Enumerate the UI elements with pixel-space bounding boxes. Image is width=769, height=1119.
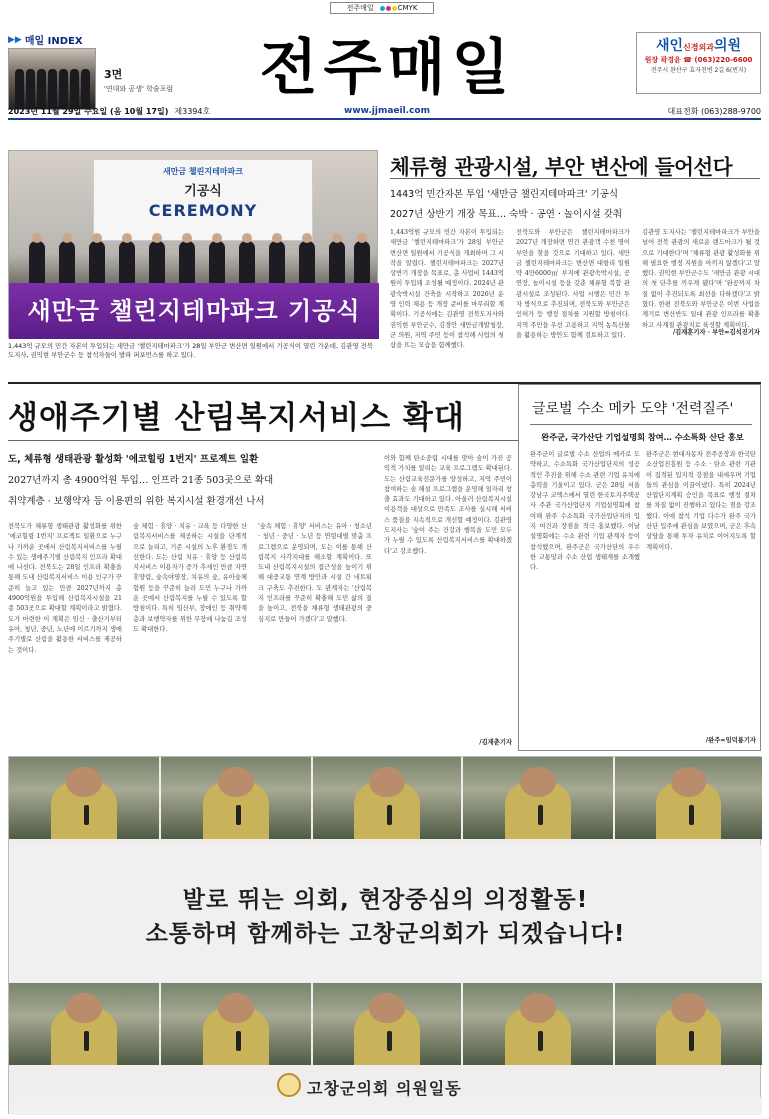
ad-footer xyxy=(9,1097,762,1115)
ceremony-backdrop xyxy=(93,159,313,241)
print-mark-label: 전주매일 xyxy=(346,4,374,12)
article1-column-3: 김관영 도지사는 '챌린지테마파크가 부안을 넘어 전북 관광의 새로운 랜드마크가 될 것으로 기대한다'며 '체류형 관광 활성화를 위해 필요한 행정 지원을 아끼지 않겠다'고 말했다. 권익현 부안군수도 '새만금 관광 시대의 첫 단추를 끼우게 됐다'며 '완공까지 차질 없이 추진되도록 최선을 다하겠다'고 밝혔다. 한편 전북도와 부안군은 이번 사업을 계기로 변산반도 일대 관광 인프라를 확충하고 사계절 관광지로 육성할 계획이다. xyxy=(642,229,760,329)
ad-address: 전주시 완산구 효자천변 2길 6(번지) xyxy=(650,67,747,74)
index-page-number: 3면 xyxy=(104,68,123,81)
ceremony-photo xyxy=(8,150,378,338)
article3-headline[interactable]: 글로벌 수소 메카 도약 '전력질주' xyxy=(532,401,734,417)
ad-photo xyxy=(161,757,311,839)
article1-column-1: 1,443억원 규모의 민간 자본이 투입되는 새만금 '챌린지테마파크'가 28일 부안군 변산면 일원에서 기공식을 개최하며 그 시작을 알렸다. 챌린지테마파크는 2027년 상반기 개장을 목표로, 총 사업비 1443억원이 투입돼 조성될 예정이다. 2024년 관광숙박시설 건축을 시작하고 2026년 운영 인력 채용 등 개장 준비를 마무리할 계획이다. 기공식에는 김관영 전북도지사와 권익현 부안군수, 김경안 새만금개발청장, 군 의원, 지역 주민 등이 참석해 사업의 첫 삽을 뜨는 모습을 함께했다. xyxy=(390,229,504,350)
council-seal-icon xyxy=(277,1073,301,1097)
ad-name-b: 신경외과 xyxy=(683,43,714,52)
print-registration-mark xyxy=(330,2,434,14)
article2-column-3: '숲속 체험 · 휴양' 서비스는 유아 · 청소년 · 청년 · 중년 · 노년 등 연령대별 맞춤 프로그램으로 운영되며, 도는 이를 통해 산림복지 사각지대를 해소할 계획이다. 또 도내 산림복지시설의 접근성을 높이기 위해 대중교통 연계 방안과 시설 간 네트워크 구축도 추진한다. 도 관계자는 '산림복지 인프라를 꾸준히 확충해 도민 삶의 질을 높이고, 전북을 체류형 생태관광의 중심지로 만들어 가겠다'고 말했다. xyxy=(258,523,372,623)
phone-number: 대표전화 (063)288-9700 xyxy=(667,106,761,116)
ceremony-attendees xyxy=(19,237,369,283)
ad-name-c: 의원 xyxy=(713,38,742,54)
cmyk-mark xyxy=(380,4,418,12)
ad-photo xyxy=(9,983,159,1065)
cmyk-label: CMYK xyxy=(397,4,418,12)
ad-slogan-line-2: 소통하며 함께하는 고창군의회가 되겠습니다! xyxy=(145,921,626,947)
issue-date: 2023년 11월 29일 수요일 (음 10월 17일) xyxy=(8,106,169,116)
top-advertisement xyxy=(636,32,761,94)
ad-name-a: 새인 xyxy=(655,38,684,54)
ad-photo xyxy=(615,757,762,839)
photo-caption: 1,443억 규모의 민간 자본이 투입되는 새만금 '챌린지테마파크'가 28일 부안군 변산면 일원에서 기공식이 열린 가운데, 김관영 전북도지사, 권익현 부안군수 등 참석자들이 발파 퍼포먼스를 하고 있다. xyxy=(8,342,373,359)
ceremony-banner: 새만금 챌린지테마파크 기공식 xyxy=(9,283,379,339)
article3-column-2: 완주군은 현대자동차 전주공장과 한국탄소산업진흥원 등 수소 · 탄소 관련 기관이 집적된 입지적 강점을 내세우며 기업들의 관심을 이끌어냈다. 특히 2024년 산업단지계획 승인을 목표로 행정 절차를 차질 없이 진행하고 있다는 점을 강조했다. 이에 참석 기업 다수가 완주 국가산단 입주에 관심을 보였으며, 군은 후속 상담을 통해 투자 유치로 이어지도록 할 계획이다. xyxy=(646,451,756,551)
divider xyxy=(530,424,752,425)
index-label-text: 매일 INDEX xyxy=(24,36,83,47)
index-label xyxy=(8,32,248,47)
ad-photo xyxy=(313,757,461,839)
article3-subheadline: 완주군, 국가산단 기업설명회 참여… 수소특화 산단 홍보 xyxy=(541,432,744,442)
backdrop-title-kr: 기공식 xyxy=(184,184,222,199)
article2-column-2: 숲 체험 · 휴양 · 치유 · 교육 등 다양한 산림복지서비스를 제공하는 시설을 단계적으로 늘리고, 기존 시설의 노후 환경도 개선한다. 도는 산림 치유 · 휴양 등 산림복지서비스 이용자가 증가 추세인 만큼 자연휴양림, 숲속야영장, 치유의 숲, 유아숲체험원 등을 꾸준히 늘려 도민 누구나 가까운 곳에서 산림복지를 누릴 수 있도록 할 방침이다. 특히 임산부, 장애인 등 취약계층과 보행약자를 위한 무장애 나눔길 조성도 확대한다. xyxy=(133,523,247,633)
issue-number: 제3394호 xyxy=(174,106,211,116)
index-photo xyxy=(8,48,96,110)
ad-photo xyxy=(463,983,613,1065)
article1-headline[interactable]: 체류형 관광시설, 부안 변산에 들어선다 xyxy=(390,155,733,179)
ad-organization: 고창군의회 의원일동 xyxy=(307,1079,462,1098)
article2-column-4: 이와 함께 탄소중립 시대를 맞아 숲이 가진 공익적 가치를 알리는 교육 프로그램도 확대된다. 도는 산림교육전문가를 양성하고, 지역 주민이 참여하는 숲 해설 프로그램을 운영해 일자리 창출 효과도 기대하고 있다. 아울러 산림복지시설 이용객을 대상으로 만족도 조사를 실시해 서비스 품질을 지속적으로 개선할 예정이다. 김관영 도지사는 '숲이 주는 건강과 행복을 도민 모두가 누릴 수 있도록 산림복지서비스를 확대하겠다'고 강조했다. xyxy=(384,455,512,555)
divider xyxy=(390,178,760,179)
double-arrow-icon: ▶▶ xyxy=(8,34,22,45)
article1-subheadline-a: 1443억 민간자본 투입 '새만금 챌린지테마파크' 기공식 xyxy=(390,189,619,200)
divider xyxy=(8,440,518,441)
backdrop-logo: 새만금 챌린지테마파크 xyxy=(162,167,244,176)
newspaper-logo: 전주매일 xyxy=(259,33,516,103)
ad-clinic-name xyxy=(637,35,760,55)
article3-column-1: 완주군이 글로벌 수소 산업의 메카로 도약하고, 수소특화 국가산업단지의 성공적인 추진을 위해 수소 관련 기업 유치에 총력을 기울이고 있다. 군은 28일 서울 강남구 코엑스에서 열린 한국토지주택공사 주관 국가산업단지 기업설명회에 참여해 완주 수소특화 국가산업단지의 입지 여건과 장점을 적극 홍보했다. 이날 설명회에는 수소 관련 기업 관계자 등이 참석했으며, 완주군은 국가산단의 우수한 교통망과 수소 산업 생태계를 소개했다. xyxy=(530,451,640,572)
article2-subheadline-c: 취약계층 · 보행약자 등 이용편의 위한 복지시설 환경개선 나서 xyxy=(8,496,265,507)
ad-photo xyxy=(463,757,613,839)
article1-subheadline-b: 2027년 상반기 개장 목표… 숙박 · 공연 · 놀이시설 갖춰 xyxy=(390,209,623,220)
backdrop-title-en: CEREMONY xyxy=(148,201,258,220)
council-advertisement xyxy=(8,756,761,1114)
article2-byline: /김재춘기자 xyxy=(479,739,512,746)
article2-column-1: 전북도가 체류형 생태관광 활성화를 위한 '에코힐링 1번지' 프로젝트 일환으로 누구나 가까운 곳에서 산림복지서비스를 누릴 수 있는 생애주기별 산림복지 인프라 확대에 나선다. 전북도는 28일 인프라 확충을 통해 도내 산림복지서비스 이용 인구가 꾸준히 늘고 있는 만큼 2027년까지 총 4900억원을 투입해 산림복지시설을 21종 503곳으로 확대할 계획이라고 밝혔다. 도가 마련한 이 계획은 임신 · 출산기부터 유아, 청년, 중년, 노년에 이르기까지 생애주기별로 산림을 활용한 서비스를 제공하는 것이다. xyxy=(8,523,122,654)
article1-column-2: 전북도와 부안군은 챌린지테마파크가 2027년 개장하면 연간 관광객 수천 명이 부안을 찾을 것으로 기대하고 있다. 새만금 챌린지테마파크는 변산면 대항리 일원 약 4만6000㎡ 부지에 관광숙박시설, 공연장, 놀이시설 등을 갖춘 체류형 복합 관광시설로 조성된다. 사업 시행은 민간 투자 방식으로 추진되며, 전북도와 부안군은 인허가 등 행정 절차를 지원할 방침이다. 지역 주민을 우선 고용하고 지역 농특산물을 활용하는 방안도 함께 검토하고 있다. xyxy=(516,229,630,339)
article1-byline: /김재훈기자 · 부안=김석진기자 xyxy=(672,329,760,336)
article3-byline: /완주=임덕룡기자 xyxy=(705,737,756,744)
article2-subheadline-b: 2027년까지 총 4900억원 투입… 인프라 21종 503곳으로 확대 xyxy=(8,475,274,486)
ad-photo xyxy=(615,983,762,1065)
ad-slogan-line-1: 발로 뛰는 의회, 현장중심의 의정활동! xyxy=(182,887,589,913)
article2-headline[interactable]: 생애주기별 산림복지서비스 확대 xyxy=(8,400,465,436)
ad-photo xyxy=(313,983,461,1065)
index-caption: '연대와 공생' 학술포럼 xyxy=(104,85,174,93)
ad-photo xyxy=(161,983,311,1065)
website-link[interactable]: www.jjmaeil.com xyxy=(344,106,430,116)
dateline xyxy=(8,104,761,120)
ad-photo xyxy=(9,757,159,839)
article2-subheadline-a: 도, 체류형 생태관광 활성화 '에코힐링 1번지' 프로젝트 일환 xyxy=(8,454,259,465)
ad-phone: 원장 곽경윤 ☎ (063)220-6600 xyxy=(644,56,753,64)
